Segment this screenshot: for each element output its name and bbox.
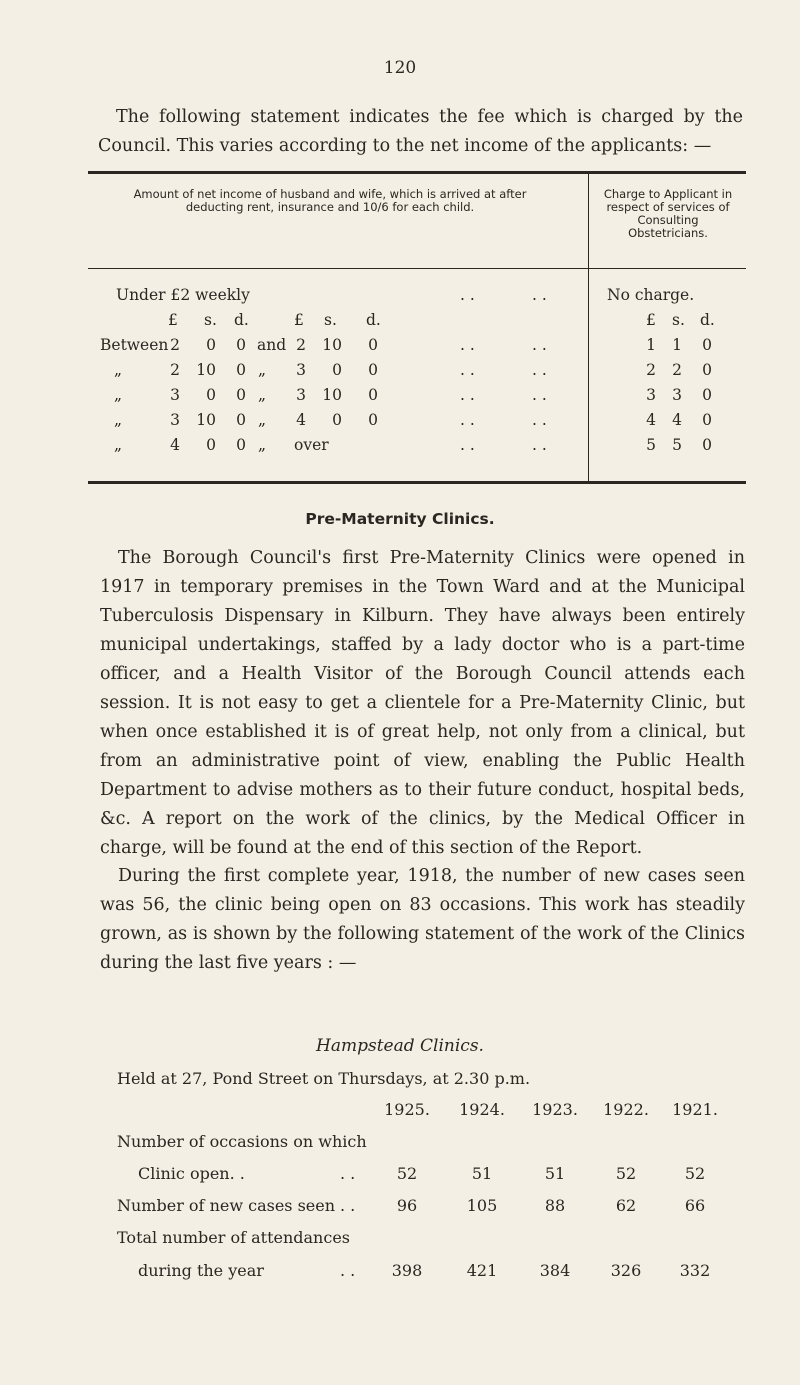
stat-label: Number of new cases seen bbox=[117, 1196, 336, 1215]
fee-pounds: 4 bbox=[646, 411, 656, 429]
stat-value: 51 bbox=[544, 1164, 566, 1183]
stat-value: 421 bbox=[466, 1261, 498, 1280]
clinics-held-at: Held at 27, Pond Street on Thursdays, at 2.30 p.m. bbox=[117, 1069, 531, 1088]
to-over: over bbox=[294, 436, 329, 454]
to-pence: 0 bbox=[368, 336, 378, 354]
fee-pence: 0 bbox=[702, 361, 712, 379]
ditto-mark: „ bbox=[258, 361, 267, 379]
fee-shillings: 1 bbox=[672, 336, 682, 354]
ditto-mark: „ bbox=[258, 411, 267, 429]
no-charge-label: No charge. bbox=[607, 286, 695, 304]
fee-row-label: Between bbox=[100, 336, 169, 354]
stat-value: 52 bbox=[684, 1164, 706, 1183]
dots: . . bbox=[532, 336, 547, 354]
ditto-mark: „ bbox=[258, 436, 267, 454]
fee-pounds: 5 bbox=[646, 436, 656, 454]
fee-row-label: „ bbox=[114, 436, 123, 454]
unit-pence: d. bbox=[366, 311, 381, 329]
dots: . . bbox=[340, 1164, 356, 1183]
from-shillings: 0 bbox=[206, 436, 216, 454]
stat-value: 62 bbox=[615, 1196, 637, 1215]
to-pounds: 3 bbox=[296, 386, 306, 404]
from-pounds: 2 bbox=[170, 336, 180, 354]
intro-paragraph bbox=[98, 103, 743, 161]
from-shillings: 10 bbox=[196, 411, 216, 429]
dots: . . bbox=[460, 386, 475, 404]
fee-pounds: 3 bbox=[646, 386, 656, 404]
fee-row-label: „ bbox=[114, 411, 123, 429]
dots: . . bbox=[460, 286, 475, 304]
dots: . . bbox=[460, 336, 475, 354]
dots: . . bbox=[532, 386, 547, 404]
page-number: 120 bbox=[383, 58, 417, 78]
stat-value: 52 bbox=[615, 1164, 637, 1183]
paragraph-growth bbox=[100, 862, 745, 978]
unit-shillings: s. bbox=[204, 311, 217, 329]
intro-text: The following statement indicates the fee which is charged by the Council. This varies according to the net income of the applicants: — bbox=[98, 107, 743, 156]
paragraph-history-text: The Borough Council's first Pre-Maternity Clinics were opened in 1917 in temporary premises in the Town Ward and at the Municipal Tuberculosis Dispensary in Kilburn. They have always been entirely municipal undertakings, staffed by a lady doctor who is a part-time officer, and a Health Visitor of the Borough Council attends each session. It is not easy to get a clientele for a Pre-Maternity Clinic, but when once established it is of great help, not only from a clinical, but from an administrative point of view, enabling the Public Health Department to advise mothers as to their future conduct, hospital beds, &c. A report on the work of the clinics, by the Medical Officer in charge, will be found at the end of this section of the Report. bbox=[100, 548, 745, 858]
from-pence: 0 bbox=[236, 386, 246, 404]
to-shillings: 10 bbox=[322, 386, 342, 404]
table-bottom-rule bbox=[88, 481, 746, 484]
stat-label: Clinic open. . bbox=[138, 1164, 245, 1183]
dots: . . bbox=[340, 1196, 356, 1215]
year-header: 1923. bbox=[532, 1100, 578, 1119]
year-header: 1922. bbox=[603, 1100, 649, 1119]
from-shillings: 0 bbox=[206, 386, 216, 404]
from-pounds: 3 bbox=[170, 386, 180, 404]
to-pounds: 4 bbox=[296, 411, 306, 429]
fee-pence: 0 bbox=[702, 436, 712, 454]
from-pence: 0 bbox=[236, 411, 246, 429]
fee-pounds: 2 bbox=[646, 361, 656, 379]
year-header: 1924. bbox=[459, 1100, 505, 1119]
stat-value: 96 bbox=[396, 1196, 418, 1215]
stat-value: 52 bbox=[396, 1164, 418, 1183]
to-pence: 0 bbox=[368, 411, 378, 429]
fee-table-header-charge: Charge to Applicant in respect of services of Consulting Obstetricians. bbox=[603, 187, 733, 240]
fee-shillings: 3 bbox=[672, 386, 682, 404]
year-header: 1925. bbox=[384, 1100, 430, 1119]
table-top-rule bbox=[88, 171, 746, 174]
from-pence: 0 bbox=[236, 361, 246, 379]
paragraph-history bbox=[100, 544, 745, 863]
stat-label: during the year bbox=[138, 1261, 264, 1280]
unit-pence: d. bbox=[700, 311, 715, 329]
fee-row-label: „ bbox=[114, 386, 123, 404]
fee-shillings: 5 bbox=[672, 436, 682, 454]
to-pence: 0 bbox=[368, 361, 378, 379]
table-column-divider bbox=[588, 174, 589, 484]
fee-row-label: „ bbox=[114, 361, 123, 379]
from-shillings: 10 bbox=[196, 361, 216, 379]
unit-shillings: s. bbox=[324, 311, 337, 329]
fee-shillings: 4 bbox=[672, 411, 682, 429]
stat-value: 384 bbox=[539, 1261, 571, 1280]
stat-label: Number of occasions on which bbox=[117, 1132, 367, 1151]
from-pounds: 4 bbox=[170, 436, 180, 454]
to-shillings: 0 bbox=[332, 411, 342, 429]
unit-pence: d. bbox=[234, 311, 249, 329]
unit-pound: £ bbox=[294, 311, 304, 329]
dots: . . bbox=[532, 411, 547, 429]
unit-pound: £ bbox=[646, 311, 656, 329]
from-pence: 0 bbox=[236, 436, 246, 454]
year-header: 1921. bbox=[672, 1100, 718, 1119]
stat-value: 51 bbox=[471, 1164, 493, 1183]
to-shillings: 0 bbox=[332, 361, 342, 379]
dots: . . bbox=[532, 436, 547, 454]
from-shillings: 0 bbox=[206, 336, 216, 354]
stat-value: 88 bbox=[544, 1196, 566, 1215]
under-label: Under £2 weekly bbox=[116, 286, 250, 304]
table-header-rule bbox=[88, 268, 746, 269]
to-shillings: 10 bbox=[322, 336, 342, 354]
fee-pence: 0 bbox=[702, 386, 712, 404]
and-word: and bbox=[257, 336, 287, 354]
to-pence: 0 bbox=[368, 386, 378, 404]
fee-table-header-income: Amount of net income of husband and wife, which is arrived at after deducting rent, insurance and 10/6 for each child. bbox=[133, 187, 527, 214]
section-heading: Pre-Maternity Clinics. bbox=[305, 510, 495, 528]
dots: . . bbox=[340, 1261, 356, 1280]
fee-pounds: 1 bbox=[646, 336, 656, 354]
stat-value: 66 bbox=[684, 1196, 706, 1215]
from-pounds: 3 bbox=[170, 411, 180, 429]
unit-pound: £ bbox=[168, 311, 178, 329]
fee-shillings: 2 bbox=[672, 361, 682, 379]
paragraph-growth-text: During the first complete year, 1918, the number of new cases seen was 56, the clinic being open on 83 occasions. This work has steadily grown, as is shown by the following statement of the work of the Clinics during the last five years : — bbox=[100, 866, 745, 973]
from-pounds: 2 bbox=[170, 361, 180, 379]
stat-value: 332 bbox=[679, 1261, 711, 1280]
stat-value: 326 bbox=[610, 1261, 642, 1280]
clinics-title: Hampstead Clinics. bbox=[316, 1036, 484, 1056]
dots: . . bbox=[532, 286, 547, 304]
dots: . . bbox=[460, 436, 475, 454]
fee-pence: 0 bbox=[702, 411, 712, 429]
ditto-mark: „ bbox=[258, 386, 267, 404]
dots: . . bbox=[460, 411, 475, 429]
stat-value: 105 bbox=[466, 1196, 498, 1215]
to-pounds: 2 bbox=[296, 336, 306, 354]
stat-value: 398 bbox=[391, 1261, 423, 1280]
fee-pence: 0 bbox=[702, 336, 712, 354]
stat-label: Total number of attendances bbox=[117, 1228, 350, 1247]
to-pounds: 3 bbox=[296, 361, 306, 379]
from-pence: 0 bbox=[236, 336, 246, 354]
dots: . . bbox=[532, 361, 547, 379]
unit-shillings: s. bbox=[672, 311, 685, 329]
dots: . . bbox=[460, 361, 475, 379]
